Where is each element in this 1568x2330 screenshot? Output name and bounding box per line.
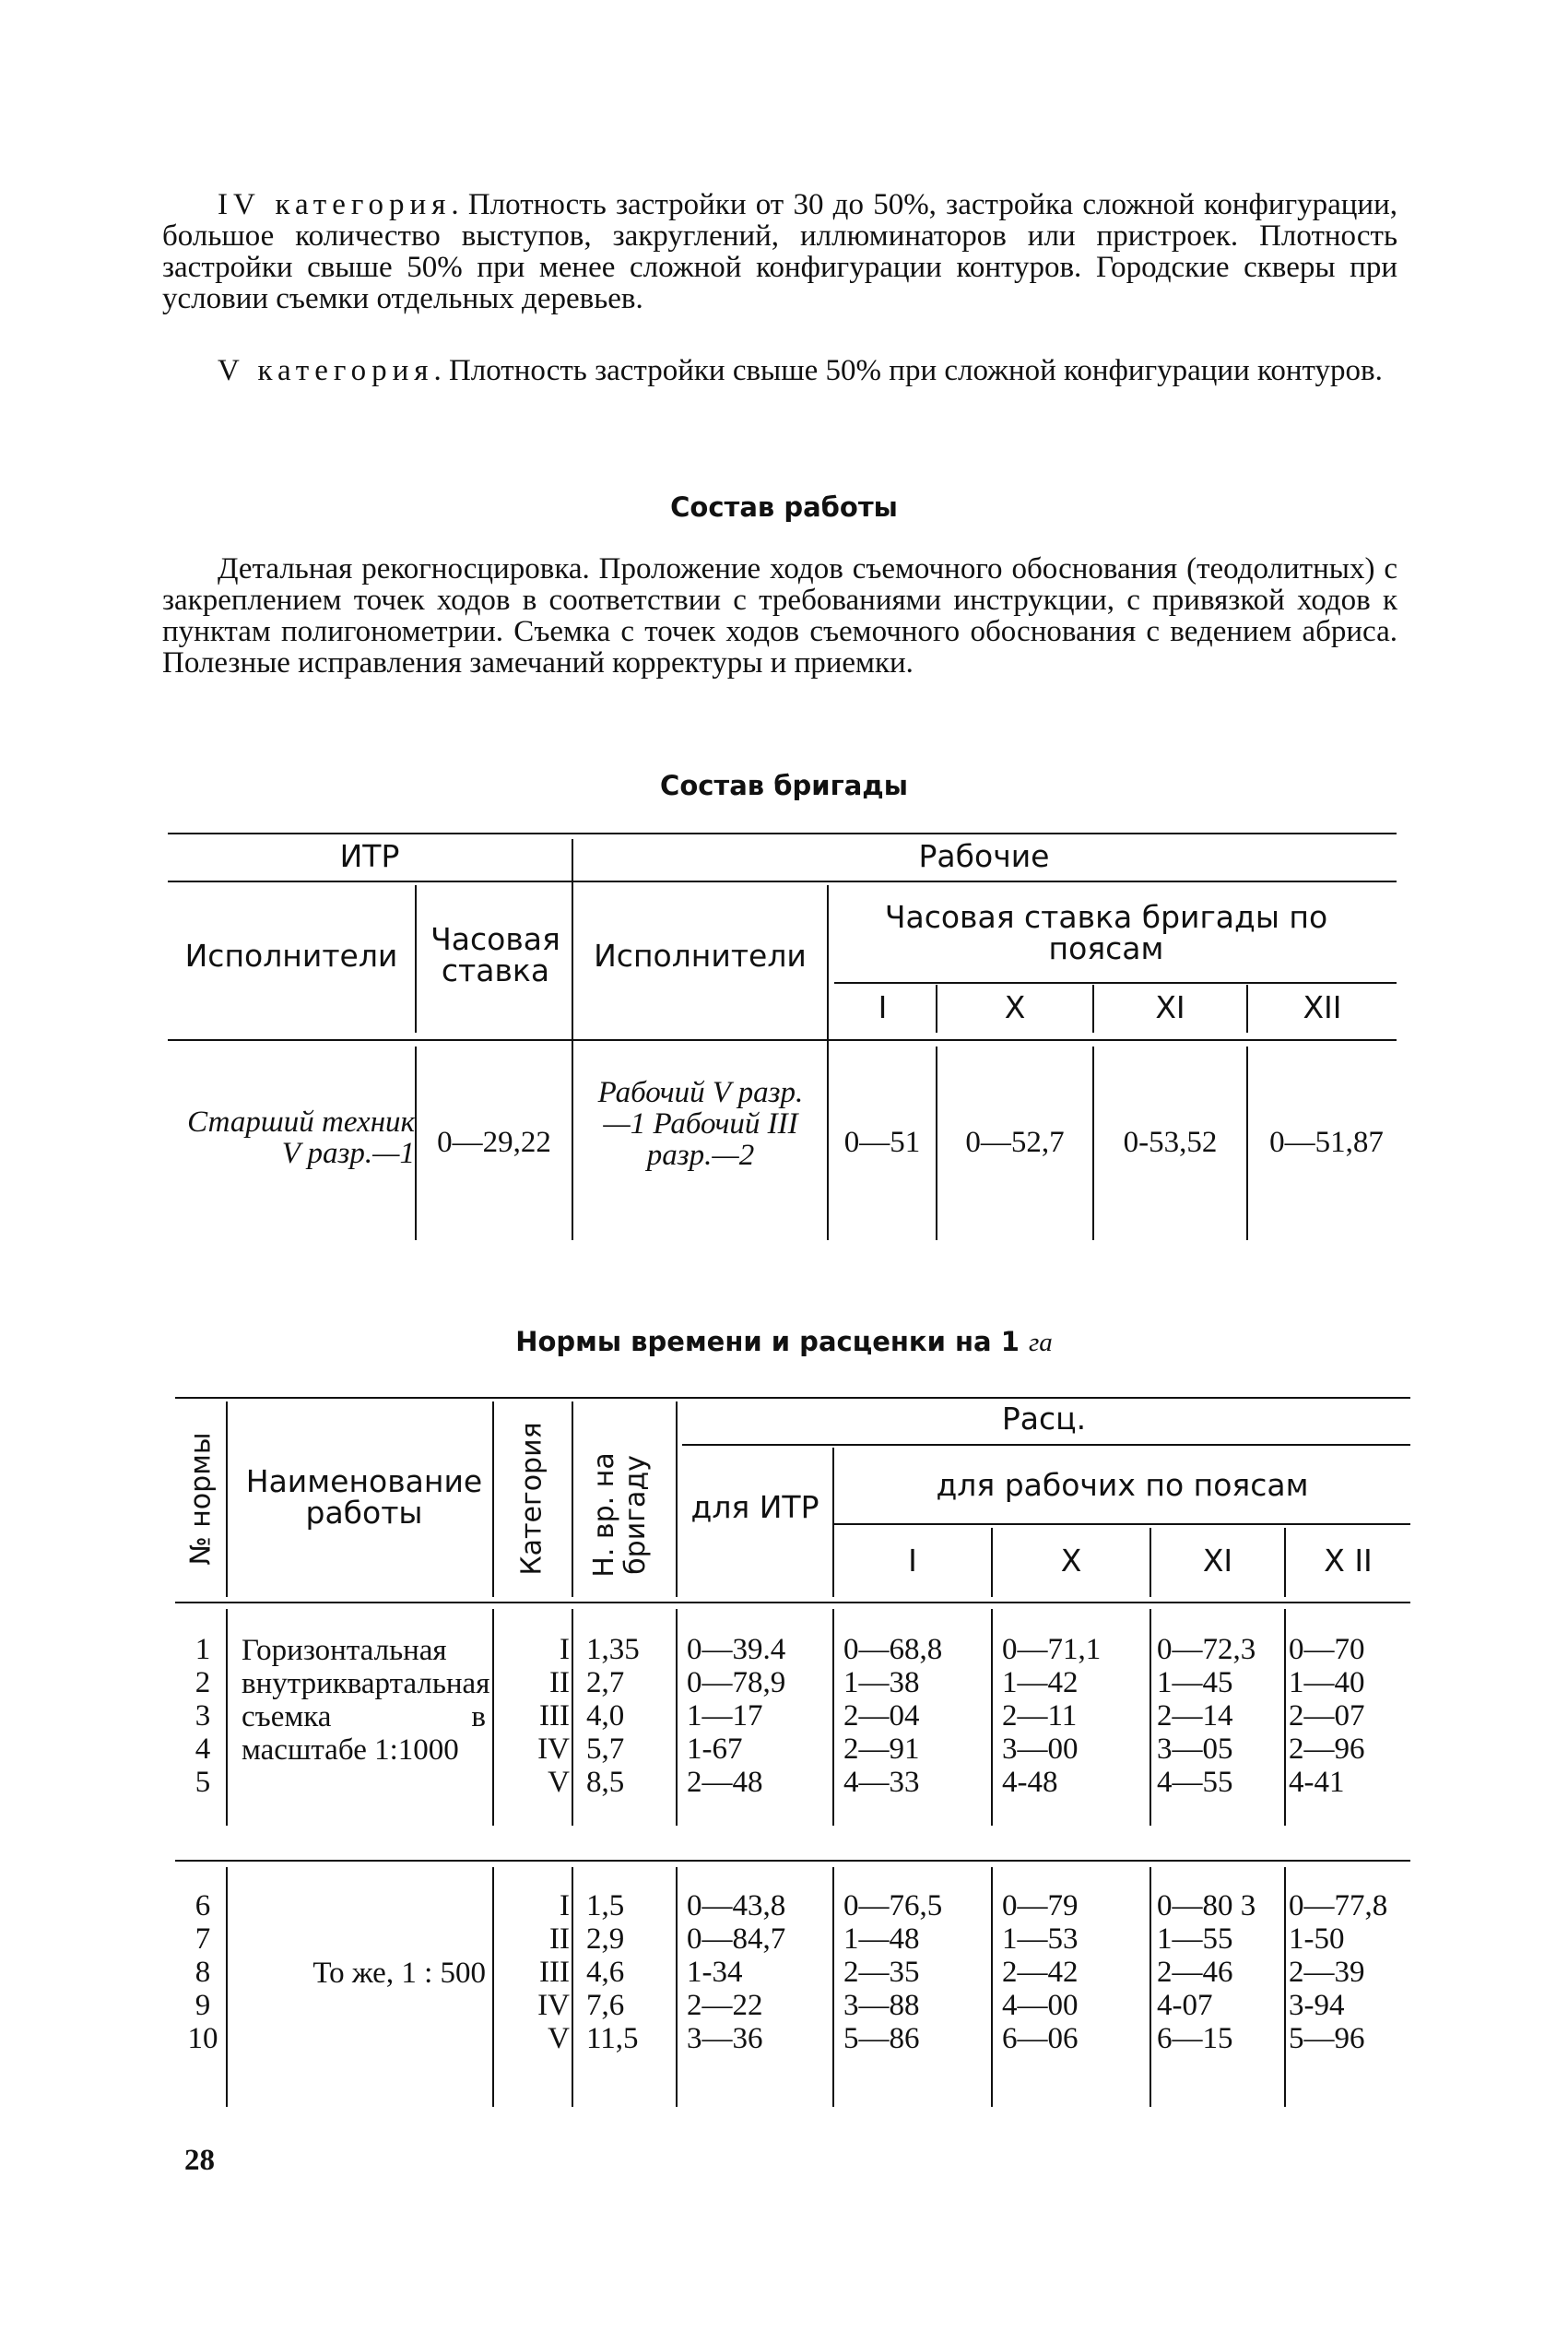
- brigade-workers-executor: Рабочий V разр.—1 Рабочий III разр.—2: [597, 1076, 804, 1172]
- norm-number: 6: [195, 1889, 211, 1922]
- norm-rate-zone-i: 0—68,8: [843, 1633, 943, 1666]
- norm-rate-itr: 0—78,9: [687, 1666, 786, 1699]
- norm-hours: 2,9: [586, 1922, 625, 1956]
- brigade-rate-xii: 0—51,87: [1269, 1126, 1384, 1159]
- norm-number: 1: [195, 1633, 211, 1666]
- brigade-itr-header: ИТР: [339, 838, 400, 874]
- brigade-rate-x: 0—52,7: [965, 1126, 1065, 1159]
- norms-zone-xi: XI: [1202, 1543, 1233, 1579]
- norms-col-name: Наименование работы: [245, 1463, 483, 1531]
- norm-rate-zone-xi: 0—80 3: [1157, 1889, 1256, 1922]
- norm-category: II: [549, 1922, 570, 1956]
- norm-hours: 1,35: [586, 1633, 640, 1666]
- brigade-workers-header: Рабочие: [918, 838, 1050, 874]
- norm-rate-itr: 1-67: [687, 1733, 743, 1766]
- norm-rate-zone-x: 0—79: [1002, 1889, 1079, 1922]
- paragraph-category-v: [162, 355, 1397, 386]
- norm-rate-zone-i: 5—86: [843, 2022, 920, 2055]
- brigade-zone-xii: XII: [1303, 989, 1342, 1025]
- brigade-itr-executors-header: Исполнители: [184, 938, 398, 974]
- norms-col-workers: для рабочих по поясам: [936, 1467, 1309, 1503]
- norm-hours: 8,5: [586, 1766, 625, 1799]
- norm-rate-zone-x: 0—71,1: [1002, 1633, 1102, 1666]
- norm-rate-zone-xi: 3—05: [1157, 1733, 1233, 1766]
- norm-hours: 1,5: [586, 1889, 625, 1922]
- brigade-zone-rate-header: Часовая ставка бригады по поясам: [884, 899, 1328, 966]
- norm-number: 7: [195, 1922, 211, 1956]
- norm-rate-zone-i: 1—48: [843, 1922, 920, 1956]
- work-composition-text: [162, 553, 1397, 679]
- norm-rate-zone-i: 1—38: [843, 1666, 920, 1699]
- norm-rate-zone-xii: 2—39: [1289, 1956, 1365, 1989]
- paragraph-category-iv: [162, 189, 1397, 314]
- norm-rate-zone-i: 0—76,5: [843, 1889, 943, 1922]
- norm-rate-zone-i: 4—33: [843, 1766, 920, 1799]
- norm-rate-itr: 2—48: [687, 1766, 763, 1799]
- norm-rate-zone-xi: 2—46: [1157, 1956, 1233, 1989]
- norm-rate-zone-xi: 1—45: [1157, 1666, 1233, 1699]
- category-v-text: . Плотность застройки свыше 50% при сложной конфигурации контуров.: [433, 354, 1383, 387]
- norm-rate-zone-x: 2—42: [1002, 1956, 1079, 1989]
- norms-col-hours: Н. вр. на бригаду: [588, 1452, 652, 1578]
- norm-category: IV: [537, 1989, 570, 2022]
- work-composition-body: Детальная рекогносцировка. Проложение ходов съемочного обоснования (теодолитных) с закреплением точек ходов в соответствии с требованиями инструкции, с привязкой ходов к пунктам полигонометрии. Съемка с точек ходов съемочного обоснования с ведением абриса. Полезные исправления замечаний корректуры и приемки.: [162, 552, 1397, 680]
- norms-col-itr: для ИТР: [690, 1489, 819, 1525]
- norm-category: I: [560, 1889, 570, 1922]
- norm-category: V: [548, 1766, 570, 1799]
- norm-work-name: То же, 1 : 500: [312, 1957, 486, 1990]
- norm-number: 4: [195, 1733, 211, 1766]
- brigade-rate-i: 0—51: [843, 1126, 921, 1159]
- work-composition-heading: Состав работы: [670, 491, 898, 523]
- norm-category: III: [539, 1956, 570, 1989]
- norm-category: III: [539, 1699, 570, 1733]
- norm-category: IV: [537, 1733, 570, 1766]
- norm-rate-zone-x: 3—00: [1002, 1733, 1079, 1766]
- norm-rate-zone-x: 1—53: [1002, 1922, 1079, 1956]
- norm-rate-itr: 0—84,7: [687, 1922, 786, 1956]
- norm-number: 2: [195, 1666, 211, 1699]
- norm-number: 8: [195, 1956, 211, 1989]
- norm-rate-zone-xi: 2—14: [1157, 1699, 1233, 1733]
- norm-rate-itr: 1—17: [687, 1699, 763, 1733]
- norm-hours: 4,0: [586, 1699, 625, 1733]
- norm-category: II: [549, 1666, 570, 1699]
- norms-col-number: № нормы: [184, 1432, 218, 1566]
- norms-heading-unit: га: [1028, 1328, 1053, 1357]
- brigade-heading: Состав бригады: [660, 770, 908, 801]
- norms-heading-text: Нормы времени и расценки на 1: [515, 1326, 1029, 1357]
- norm-rate-itr: 2—22: [687, 1989, 763, 2022]
- norm-rate-zone-x: 6—06: [1002, 2022, 1079, 2055]
- norm-rate-zone-xii: 2—07: [1289, 1699, 1365, 1733]
- norm-number: 9: [195, 1989, 211, 2022]
- norm-hours: 5,7: [586, 1733, 625, 1766]
- category-iv-label: IV категория: [218, 188, 452, 221]
- brigade-workers-executors-header: Исполнители: [594, 938, 807, 974]
- norm-rate-zone-xi: 4—55: [1157, 1766, 1233, 1799]
- norms-zone-xii: X II: [1324, 1543, 1373, 1579]
- page-number: 28: [184, 2144, 215, 2177]
- norms-col-rates: Расц.: [1001, 1401, 1087, 1437]
- norms-zone-i: I: [908, 1543, 917, 1579]
- brigade-hourly-rate-header: Часовая ставка: [430, 921, 560, 988]
- brigade-zone-i: I: [878, 989, 888, 1025]
- norm-hours: 4,6: [586, 1956, 625, 1989]
- norm-number: 5: [195, 1766, 211, 1799]
- norms-zone-x: X: [1060, 1543, 1082, 1579]
- norm-rate-zone-xi: 4-07: [1157, 1989, 1213, 2022]
- norm-rate-zone-xii: 3-94: [1289, 1989, 1345, 2022]
- norm-hours: 2,7: [586, 1666, 625, 1699]
- norm-rate-zone-x: 1—42: [1002, 1666, 1079, 1699]
- norm-number: 10: [187, 2022, 218, 2055]
- norm-rate-zone-xii: 1—40: [1289, 1666, 1365, 1699]
- norm-rate-zone-xi: 0—72,3: [1157, 1633, 1256, 1666]
- norm-work-name: Горизонтальная внутриквартальная съемка в масштабе 1:1000: [242, 1634, 490, 1767]
- category-v-label: V категория: [218, 354, 434, 387]
- brigade-rate-xi: 0-53,52: [1123, 1126, 1218, 1159]
- norm-rate-zone-xii: 0—70: [1289, 1633, 1365, 1666]
- norm-rate-zone-i: 2—35: [843, 1956, 920, 1989]
- norm-rate-zone-x: 4-48: [1002, 1766, 1058, 1799]
- norm-rate-zone-i: 2—91: [843, 1733, 920, 1766]
- norm-rate-zone-xi: 1—55: [1157, 1922, 1233, 1956]
- norm-rate-itr: 1-34: [687, 1956, 743, 1989]
- norm-rate-zone-xii: 1-50: [1289, 1922, 1345, 1956]
- norm-category: V: [548, 2022, 570, 2055]
- norm-hours: 11,5: [586, 2022, 639, 2055]
- norm-rate-itr: 3—36: [687, 2022, 763, 2055]
- norm-rate-itr: 0—39.4: [687, 1633, 786, 1666]
- norm-category: I: [560, 1633, 570, 1666]
- norm-rate-zone-i: 3—88: [843, 1989, 920, 2022]
- norm-rate-itr: 0—43,8: [687, 1889, 786, 1922]
- norm-rate-zone-xii: 2—96: [1289, 1733, 1365, 1766]
- norms-heading: [0, 1326, 1568, 1358]
- norm-rate-zone-xii: 5—96: [1289, 2022, 1365, 2055]
- norm-hours: 7,6: [586, 1989, 625, 2022]
- norm-rate-zone-xii: 4-41: [1289, 1766, 1345, 1799]
- norms-col-category: Категория: [515, 1422, 548, 1576]
- brigade-zone-xi: XI: [1155, 989, 1185, 1025]
- brigade-itr-rate: 0—29,22: [437, 1126, 551, 1159]
- norm-rate-zone-i: 2—04: [843, 1699, 920, 1733]
- norm-rate-zone-xi: 6—15: [1157, 2022, 1233, 2055]
- norm-rate-zone-x: 2—11: [1002, 1699, 1078, 1733]
- norm-rate-zone-xii: 0—77,8: [1289, 1889, 1388, 1922]
- brigade-zone-x: X: [1004, 989, 1026, 1025]
- norm-number: 3: [195, 1699, 211, 1733]
- brigade-itr-executor: Старший техник V разр.—1: [187, 1106, 415, 1170]
- category-iv-text: . Плотность застройки от 30 до 50%, застройка сложной конфигурации, большое количество выступов, закруглений, иллюминаторов или пристроек. Плотность застройки свыше 50% при менее сложной конфигурации контуров. Городские скверы при условии съемки отдельных деревьев.: [162, 188, 1397, 315]
- norm-rate-zone-x: 4—00: [1002, 1989, 1079, 2022]
